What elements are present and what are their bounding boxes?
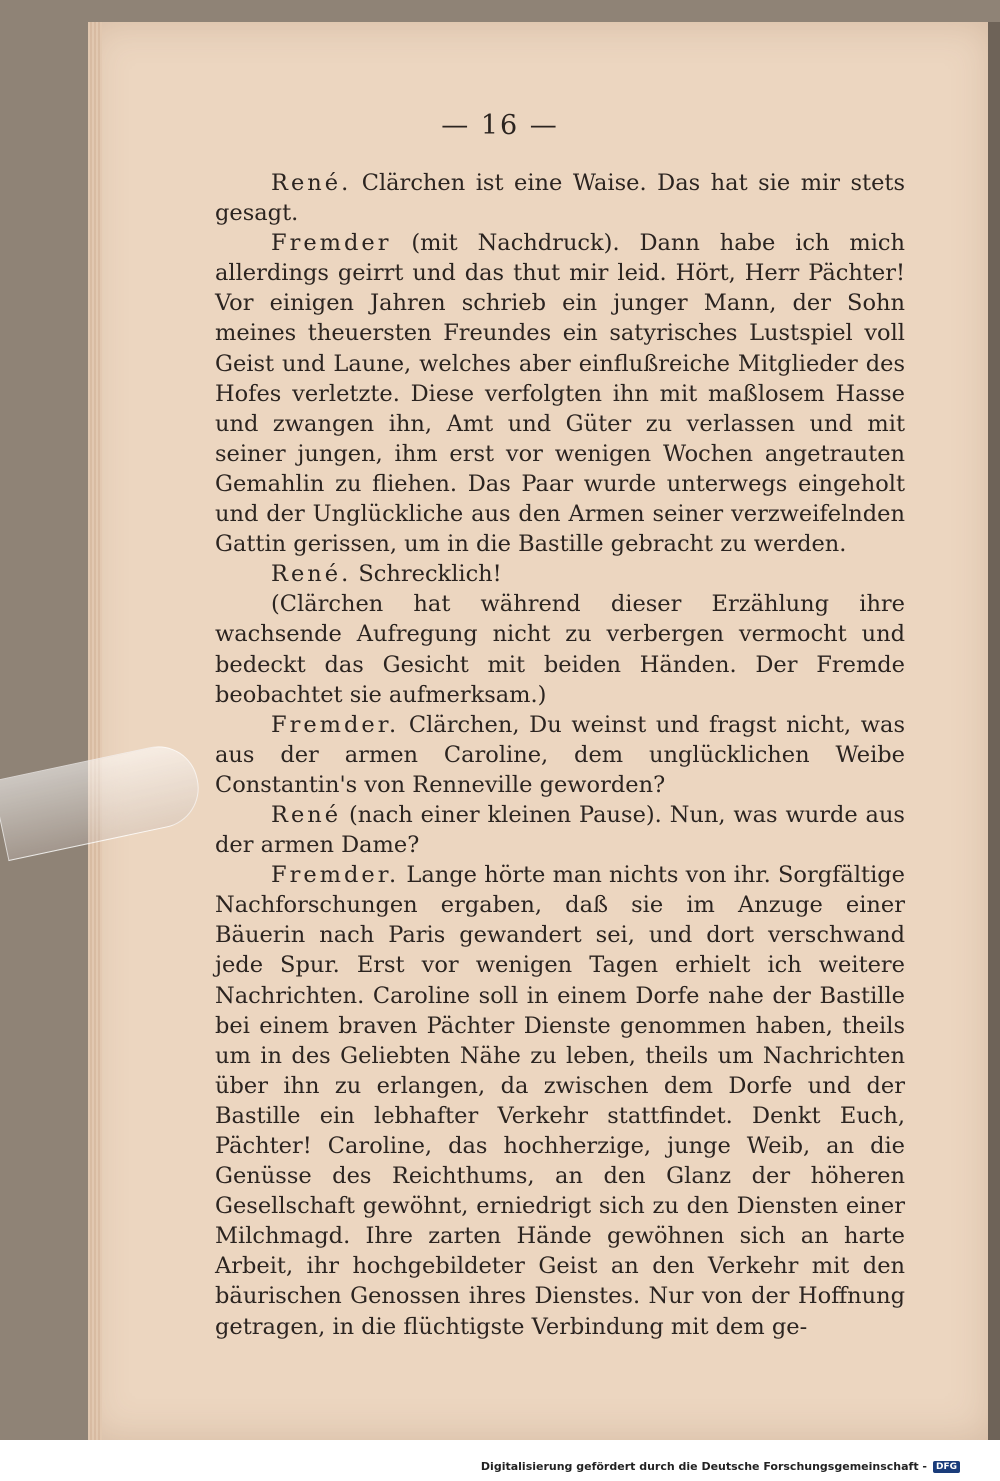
paragraph-text: Schrecklich! (358, 561, 502, 588)
paragraph-4 (215, 589, 905, 709)
speaker: René. (271, 561, 352, 588)
dfg-logo: DFG (933, 1461, 960, 1473)
paragraph-7 (215, 860, 905, 1342)
paragraph-5 (215, 710, 905, 800)
paragraph-text: Clärchen ist eine Waise. Das hat sie mir stets gesagt. (215, 170, 905, 227)
paragraph-6 (215, 800, 905, 860)
speaker: Fremder. (271, 862, 400, 889)
page-edge-stack (88, 22, 102, 1440)
speaker: René. (271, 170, 352, 196)
book-cover-edge (988, 22, 1000, 1440)
paragraph-1 (215, 168, 905, 228)
page-number: — 16 — (441, 110, 559, 141)
speaker: René (271, 801, 342, 828)
paragraph-text: Clärchen, Du weinst und fragst nicht, was aus der armen Caroline, dem unglücklichen Weibe Constantin's von Renneville geworden? (215, 711, 906, 798)
speaker: Fremder. (271, 711, 400, 738)
page-text (215, 168, 905, 1342)
credit-text: Digitalisierung gefördert durch die Deutsche Forschungsgemeinschaft - (480, 1460, 927, 1473)
paragraph-text: (nach einer kleinen Pause). Nun, was wurde aus der armen Dame? (215, 801, 905, 859)
paragraph-2 (215, 228, 905, 559)
paragraph-text: (mit Nachdruck). Dann habe ich mich allerdings geirrt und das thut mir leid. Hört, Herr Pächter! Vor einigen Jahren schrieb ein junger Mann, der Sohn meines theuersten Freundes ein satyrisches Lustspiel voll Geist und Laune, welches aber einflußreiche Mitglieder des Hofes verletzte. Diese verfolgten ihn mit maßlosem Hasse und zwangen ihn, Amt und Güter zu verlassen und mit seiner jungen, ihm erst vor wenigen Wochen angetrauten Gemahlin zu fliehen. Das Paar wurde unterwegs eingeholt und der Unglückliche aus den Armen seiner verzweifelnden Gattin gerissen, um in die Bastille gebracht zu werden. (215, 230, 906, 558)
digitization-credit (481, 1460, 960, 1473)
paragraph-text: Lange hörte man nichts von ihr. Sorgfältige Nachforschungen ergaben, daß sie im Anzuge einer Bäuerin nach Paris gewandert sei, und dort verschwand jede Spur. Erst vor wenigen Tagen erhielt ich weitere Nachrichten. Caroline soll in einem Dorfe nahe der Bastille bei einem braven Pächter Dienste genommen haben, theils um in des Geliebten Nähe zu leben, theils um Nachrichten über ihn zu erlangen, da zwischen dem Dorfe und der Bastille ein lebhafter Verkehr stattfindet. Denkt Euch, Pächter! Caroline, das hochherzige, junge Weib, an die Genüsse des Reichthums, an den Glanz der höheren Gesellschaft gewöhnt, erniedrigt sich zu den Diensten einer Milchmagd. Ihre zarten Hände gewöhnen sich an harte Arbeit, ihr hochgebildeter Geist an den Verkehr mit den bäurischen Genossen ihres Dienstes. Nur von der Hoffnung getragen, in die flüchtigste Verbindung mit dem ge- (215, 862, 905, 1340)
paragraph-3 (215, 559, 905, 589)
paragraph-text: (Clärchen hat während dieser Erzählung ihre wachsende Aufregung nicht zu verbergen vermocht und bedeckt das Gesicht mit beiden Händen. Der Fremde beobachtet sie aufmerksam.) (215, 591, 905, 708)
speaker: Fremder (271, 230, 392, 257)
